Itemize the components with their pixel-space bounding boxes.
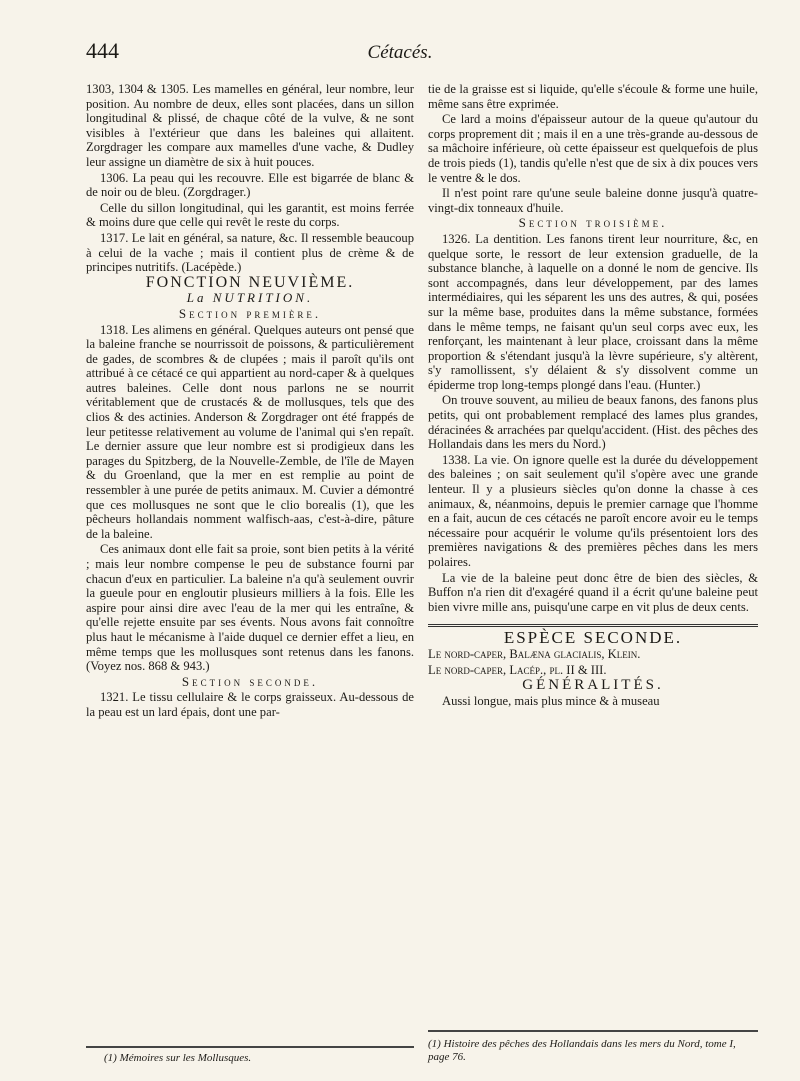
paragraph-aussi-longue: Aussi longue, mais plus mince & à museau bbox=[442, 693, 660, 708]
paragraph-graisse: tie de la graisse est si liquide, qu'elle s'écoule & forme une huile, même sans être exprimée. bbox=[428, 82, 758, 111]
heading-section-troisieme: Section troisième. bbox=[518, 215, 668, 231]
heading-nutrition: La NUTRITION. bbox=[186, 290, 314, 306]
paragraph-dentition: 1326. La dentition. Les fanons tirent leur nourriture, &c, en quelque sorte, le ressort de leur extension graduelle, de la substance blanche, à laquelle on a donné le nom de gencive. Ils sont accompagnés, dans leur développement, par des lames intermédiaires, qui les séparent les uns des autres, & qui, posées sur la même base, produites dans la même substance, formées dans le même temps, ne faisant qu'un seul corps avec eux, les renforçant, les maintenant à leur place, croissant dans la même proportion & s'étendant jusqu'à la lèvre supérieure, s'y altèrent, s'y ramollissent, s'y délaient & s'y dissolvent comme un épiderme trop long-temps plongé dans l'eau. (Hunter.) bbox=[428, 231, 758, 392]
footnote-rule-left bbox=[86, 1046, 414, 1048]
paragraph-vie: 1338. La vie. On ignore quelle est la durée du développement des baleines ; on sait seulement qu'il s'opère avec une grande lenteur. Il y a plusieurs siècles qu'on donne la chasse à ces animaux, &, néanmoins, depuis le premier carnage que l'homme en a fait, aucun de ces cétacés ne paroît encore avoir eu le temps nécessaire pour acquérir le volume qu'ils présentoient lors des premières navigations & des premières pêches dans les mers polaires. bbox=[428, 452, 758, 569]
page-number: 444 bbox=[86, 38, 119, 63]
paragraph-siecles: La vie de la baleine peut donc être de bien des siècles, & Buffon n'a rien dit d'exagéré quand il a écrit qu'une baleine peut bien vivre mille ans, puisqu'une carpe en vit plus de deux cents. bbox=[428, 570, 758, 614]
paragraph-huile: Il n'est point rare qu'une seule baleine donne jusqu'à quatre-vingt-dix tonneaux d'huile. bbox=[428, 186, 758, 215]
paragraph-tissu: 1321. Le tissu cellulaire & le corps graisseux. Au-dessous de la peau est un lard épais, dont une par- bbox=[86, 690, 414, 719]
double-rule bbox=[428, 624, 758, 627]
heading-espece-seconde: ESPÈCE SECONDE. bbox=[503, 628, 683, 648]
paragraph-mamelles: 1303, 1304 & 1305. Les mamelles en général, leur nombre, leur position. Au nombre de deux, elles sont placées, dans un sillon longitudinal & plissé, de chaque côté de la vulve, & ne sont visibles à l'extérieur que dans les baleines qui allaitent. Zorgdrager les compare aux mamelles d'une vache, & Dudley leur assigne un diamètre de six à huit pouces. bbox=[86, 82, 414, 169]
synonym-lacepede: Le nord-caper, Lacép., pl. II & III. bbox=[428, 662, 607, 677]
footnote-right: (1) Histoire des pêches des Hollandais dans les mers du Nord, tome I, page 76. bbox=[428, 1038, 736, 1063]
left-column bbox=[86, 82, 414, 721]
paragraph-sillon: Celle du sillon longitudinal, qui les garantit, est moins ferrée & moins dure que celle qui revêt le reste du corps. bbox=[86, 200, 414, 230]
heading-fonction: FONCTION NEUVIÈME. bbox=[145, 273, 355, 291]
right-column bbox=[428, 82, 758, 709]
synonym-klein: Le nord-caper, Balæna glacialis, Klein. bbox=[428, 646, 641, 661]
heading-section-seconde: Section seconde. bbox=[181, 673, 319, 689]
paragraph-animaux: Ces animaux dont elle fait sa proie, sont bien petits à la vérité ; mais leur nombre compense le peu de substance fourni par chacun d'eux en particulier. La baleine n'a qu'à seulement ouvrir la gueule pour en engloutir plusieurs milliers à la fois. Elle les aspire pour ainsi dire avec l'eau de la mer qui les entraîne, & qu'elle rejette ensuite par ses évents. Nous avons fait connoître plus haut le mécanisme à l'aide duquel ce dernier effet a lieu, en même temps que les mollusques sont retenus dans les fanons. (Voyez nos. 868 & 943.) bbox=[86, 542, 414, 674]
paragraph-fanons: On trouve souvent, au milieu de beaux fanons, des fanons plus petits, qui ont probablement remplacé des lames plus grandes, déracinées & arrachées par quelqu'accident. (Hist. des pêches des Hollandais dans les mers du Nord.) bbox=[428, 393, 758, 452]
paragraph-alimens: 1318. Les alimens en général. Quelques auteurs ont pensé que la baleine franche se nourrissoit de poissons, & particulièrement de gades, de scombres & de clupées ; mais il paroît qu'ils ont attribué à ce cétacé ce qui appartient au nord-caper & à quelques autres baleines. Celle dont nous parlons ne se nourrit véritablement que de crustacés & de mollusques, tels que des clios & des actinies. Anderson & Zorgdrager ont été frappés de leur petitesse relativement au volume de l'animal qui s'en repaît. Le dernier assure que leur nombre est si prodigieux dans les parages du Spitzberg, de la Nouvelle-Zemble, de l'île de Mayen & du Groenland, que la mer en est remplie au point de ressembler à une purée de petits animaux. M. Cuvier a démontré que ces mollusques ne sont que le clio borealis (1), que les pêcheurs hollandais nomment walfisch-aas, c'est-à-dire, pâture de la baleine. bbox=[86, 322, 414, 541]
paragraph-lait: 1317. Le lait en général, sa nature, &c. Il ressemble beaucoup à celui de la vache ; mais il contient plus de crème & de principes nutritifs. (Lacépède.) bbox=[86, 230, 414, 275]
footnote-rule-right bbox=[428, 1030, 758, 1032]
heading-generalites: GÉNÉRALITÉS. bbox=[522, 677, 664, 694]
paragraph-peau: 1306. La peau qui les recouvre. Elle est bigarrée de blanc & de noir ou de bleu. (Zorgdrager.) bbox=[86, 170, 414, 200]
running-title: Cétacés. bbox=[367, 42, 433, 63]
paragraph-lard: Ce lard a moins d'épaisseur autour de la queue qu'autour du corps proprement dit ; mais il en a une très-grande au-dessous de sa mâchoire inférieure, où cette épaisseur est quelquefois de plus de trois pieds (1), tandis qu'elle n'est que de six à dix pouces vers le ventre & le dos. bbox=[428, 112, 758, 185]
footnote-left: (1) Mémoires sur les Mollusques. bbox=[104, 1052, 252, 1064]
heading-section-premiere: Section première. bbox=[178, 305, 322, 321]
